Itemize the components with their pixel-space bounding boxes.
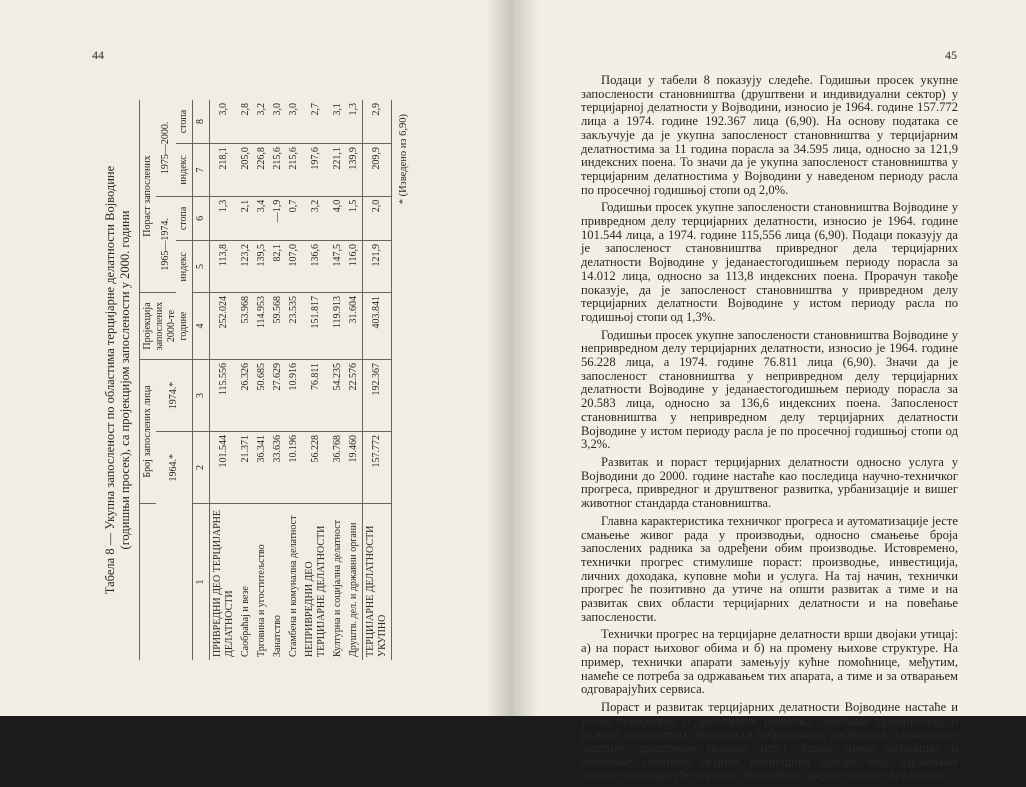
cell-rate-1: 3,4 [254, 196, 270, 240]
page-number-right: 45 [945, 48, 957, 62]
header-projekcija: Пројекција запослених 2000-те године [140, 293, 193, 360]
cell-1974: 54.235 [330, 360, 346, 432]
cell-1964: 21.371 [238, 432, 254, 504]
cell-1974: 26.326 [238, 360, 254, 432]
header-1974: 1974.* [156, 360, 193, 432]
col-number-5: 5 [193, 241, 210, 293]
cell-rate-2: 2,7 [302, 100, 330, 144]
table-row [346, 100, 363, 660]
cell-rate-1: 4,0 [330, 196, 346, 240]
col-number-1: 1 [193, 504, 210, 661]
cell-index-1: 123,2 [238, 241, 254, 293]
table-caption-line-1: Табела 8 — Укупна запосленост по областима терцијарне делатности Војводине [103, 165, 117, 595]
page-number-left: 44 [92, 48, 104, 62]
header-stopa-1: стопа [176, 196, 193, 240]
cell-1964: 36.341 [254, 432, 270, 504]
rotated-table-block [103, 100, 443, 660]
cell-projection: 59.568 [270, 293, 286, 360]
cell-1964: 101.544 [210, 432, 239, 504]
paragraph: Годишњи просек укупне запослености становништва Војводине у непривредном делу терцијарних делатности, износио је 1964. године 56.228 лица, а 1974. године 76.811 лица (6,90). Значи да је запосленост становништва у непривредном делу терцијарних делатности Војводине у једанаестогодишњем периоду порасла за 20.583 лица, односно за 136,6 индексних поена. Запосленост становништва у непривредном делу терцијарних делатности Војводине у истом периоду расла је по просечној годишњој стопи од 3,2%. [581, 327, 958, 452]
cell-index-2: 205,0 [238, 144, 254, 197]
cell-index-1: 139,5 [254, 241, 270, 293]
row-label: Саобраћај и везе [240, 586, 251, 657]
cell-1974: 192.367 [363, 360, 392, 432]
cell-index-2: 226,8 [254, 144, 270, 197]
paragraph: Годишњи просек укупне запослености становништва Војводине у привредном делу терцијарних делатности, износио је 1964. године 101.544 лица, а 1974. године 115,556 лица (6,90). Подаци показују да је запосленост становништва привредног дела терцијарних делатности Војводине у једанаестогодишњем периоду порасла за 14.012 лица, односно за 113,8 индексних поена. Прорачун такође показује, да је запосленост становништва у привредном делу терцијарних делатности Војводине у истом периоду расла по годишњој стопи од 1,3%. [581, 200, 958, 324]
paragraph: Пораст и развитак терцијарних делатности Војводине настаће и услед привредног и друштвеног развитка, повећање урбанизације и развоја друштвених делатности (образовања, васпитања, здравствене заштите, друштвене исхране итд.). Затим личне потрошње и повећање употребе трајних потрошних добара чије одржавање захтева одговарајуће сервисе. Употребни предмети мање вредности [581, 699, 958, 783]
cell-rate-2: 2,9 [363, 100, 392, 144]
header-indeks-2: индекс [176, 144, 193, 197]
row-label: Културна и социјална делатност [332, 519, 343, 657]
header-indeks-1: индекс [178, 252, 189, 282]
body-text [581, 74, 958, 787]
cell-index-1: 113,8 [210, 241, 239, 293]
cell-1974: 115.556 [210, 360, 239, 432]
table-footnote: * (Изведено из 6,90) [398, 114, 409, 205]
paragraph: Развитак и пораст терцијарних делатности односно услуга у Војводини до 2000. године настаће као последица научно-техничког прогреса, привредног и друштвеног развитка, урбанизације и вишег животног стандарда становништва. [581, 454, 958, 511]
cell-index-2: 215,6 [286, 144, 302, 197]
cell-index-1: 107,0 [286, 241, 302, 293]
paragraph: Главна карактеристика техничког прогреса и аутоматизације јесте смањење живог рада у производњи, односно смањење броја запослених радника за одређени обим производње. Истовремено, технички прогрес стимулише пораст: производње, инвестиција, личних доходака, куповне моћи и услуга. На тај начин, технички прогрес ће позитивно да утиче на општи развитак а тиме и на развитак свих области терцијарних делатности и на повећање запослености. [581, 513, 958, 624]
cell-projection: 31.604 [346, 293, 363, 360]
cell-projection: 151.817 [302, 293, 330, 360]
cell-rate-1: 2,0 [363, 196, 392, 240]
table-row [254, 100, 270, 660]
col-number-3: 3 [193, 360, 210, 432]
header-1964: 1964.* [168, 454, 179, 482]
gutter-shadow [487, 0, 513, 716]
cell-index-2: 139,9 [346, 144, 363, 197]
cell-1974: 22.576 [346, 360, 363, 432]
table-caption [103, 100, 133, 660]
col-number-4: 4 [193, 293, 210, 360]
row-label: Друштв. дел. и државни органи [348, 522, 359, 657]
table-row [270, 100, 286, 660]
row-label: Стамбена и комунална делатност [288, 515, 299, 657]
cell-rate-2: 3,0 [210, 100, 239, 144]
cell-1974: 50.685 [254, 360, 270, 432]
header-stopa-2: стопа [176, 100, 193, 144]
table-row [302, 100, 330, 660]
cell-index-2: 221,1 [330, 144, 346, 197]
cell-1964: 157.772 [363, 432, 392, 504]
cell-rate-2: 3,0 [270, 100, 286, 144]
cell-1964: 56.228 [302, 432, 330, 504]
cell-1974: 10.916 [286, 360, 302, 432]
col-number-7: 7 [193, 144, 210, 197]
cell-1964: 33.636 [270, 432, 286, 504]
cell-projection: 23.535 [286, 293, 302, 360]
row-label: ПРИВРЕДНИ ДЕО ТЕРЦИЈАРНЕ ДЕЛАТНОСТИ [212, 510, 235, 657]
cell-rate-1: 1,3 [210, 196, 239, 240]
table-row [330, 100, 346, 660]
row-label: Трговина и угоститељство [256, 544, 267, 657]
row-label: Занатство [272, 615, 283, 657]
table-row [238, 100, 254, 660]
header-col1 [140, 504, 193, 661]
cell-rate-2: 3,1 [330, 100, 346, 144]
cell-index-1: 136,6 [302, 241, 330, 293]
cell-projection: 119.913 [330, 293, 346, 360]
table-row [210, 100, 239, 660]
cell-projection: 114.953 [254, 293, 270, 360]
cell-projection: 252.024 [210, 293, 239, 360]
col-number-2: 2 [193, 432, 210, 504]
table-row [286, 100, 302, 660]
cell-rate-2: 3,2 [254, 100, 270, 144]
paragraph: Подаци у табели 8 показују следеће. Годишњи просек укупне запослености становништва (друштвени и индивидуални сектор) у терцијарној делатности у Војводини, износио је 1964. године 157.772 лица а 1974. године 192.367 лица (6,90). На основу података се закључује да је укупна запосленост становништва у терцијарним делатностима за 11 година порасла за 34.595 лица, односно за 121,9 индексних поена. То значи да је укупна запосленост становништва у терцијарним делатностима у Војводини у наведеном периоду расла по просечној годишњој стопи од 2,0%. [581, 73, 958, 197]
employment-table [139, 100, 392, 660]
cell-rate-2: 2,8 [238, 100, 254, 144]
paragraph: Технички прогрес на терцијарне делатности врши двојаки утицај: а) на пораст њиховог обима и б) на промену њихове структуре. На пример, технички апарати замењују кућне помоћнице, међутим, намеће се потреба за одржавањем тих апарата, а тиме и за отварањем одговарајућих сервиса. [581, 627, 958, 697]
cell-1964: 10.196 [286, 432, 302, 504]
col-number-6: 6 [193, 196, 210, 240]
cell-rate-1: 3,2 [302, 196, 330, 240]
cell-index-2: 197,6 [302, 144, 330, 197]
cell-rate-1: —1,9 [270, 196, 286, 240]
header-broj: Број запослених лица [140, 360, 157, 504]
cell-rate-2: 3,0 [286, 100, 302, 144]
cell-rate-1: 1,5 [346, 196, 363, 240]
table-row-total [363, 100, 392, 660]
cell-1974: 27.629 [270, 360, 286, 432]
cell-rate-1: 0,7 [286, 196, 302, 240]
table-caption-line-2: (годишњи просек), са пројекцијом запослености у 2000. години [118, 210, 132, 550]
header-1965-1974: 1965—1974. [156, 196, 176, 292]
cell-1964: 19.460 [346, 432, 363, 504]
row-label: НЕПРИВРЕДНИ ДЕО ТЕРЦИЈАРНЕ ДЕЛАТНОСТИ [304, 525, 327, 657]
header-porast: Пораст запослених [140, 100, 157, 293]
cell-rate-1: 2,1 [238, 196, 254, 240]
cell-projection: 53.968 [238, 293, 254, 360]
cell-rate-2: 1,3 [346, 100, 363, 144]
cell-1974: 76.811 [302, 360, 330, 432]
col-number-8: 8 [193, 100, 210, 144]
cell-index-1: 116,0 [346, 241, 363, 293]
cell-index-1: 82,1 [270, 241, 286, 293]
cell-index-2: 209,9 [363, 144, 392, 197]
cell-index-1: 147,5 [330, 241, 346, 293]
cell-index-2: 215,6 [270, 144, 286, 197]
left-page [0, 0, 513, 716]
cell-index-2: 218,1 [210, 144, 239, 197]
cell-projection: 403.841 [363, 293, 392, 360]
cell-1964: 36.768 [330, 432, 346, 504]
cell-index-1: 121,9 [363, 241, 392, 293]
gutter-shadow [513, 0, 539, 716]
row-label: ТЕРЦИЈАРНЕ ДЕЛАТНОСТИ УКУПНО [363, 504, 392, 661]
header-1975-2000: 1975—2000. [156, 100, 176, 196]
